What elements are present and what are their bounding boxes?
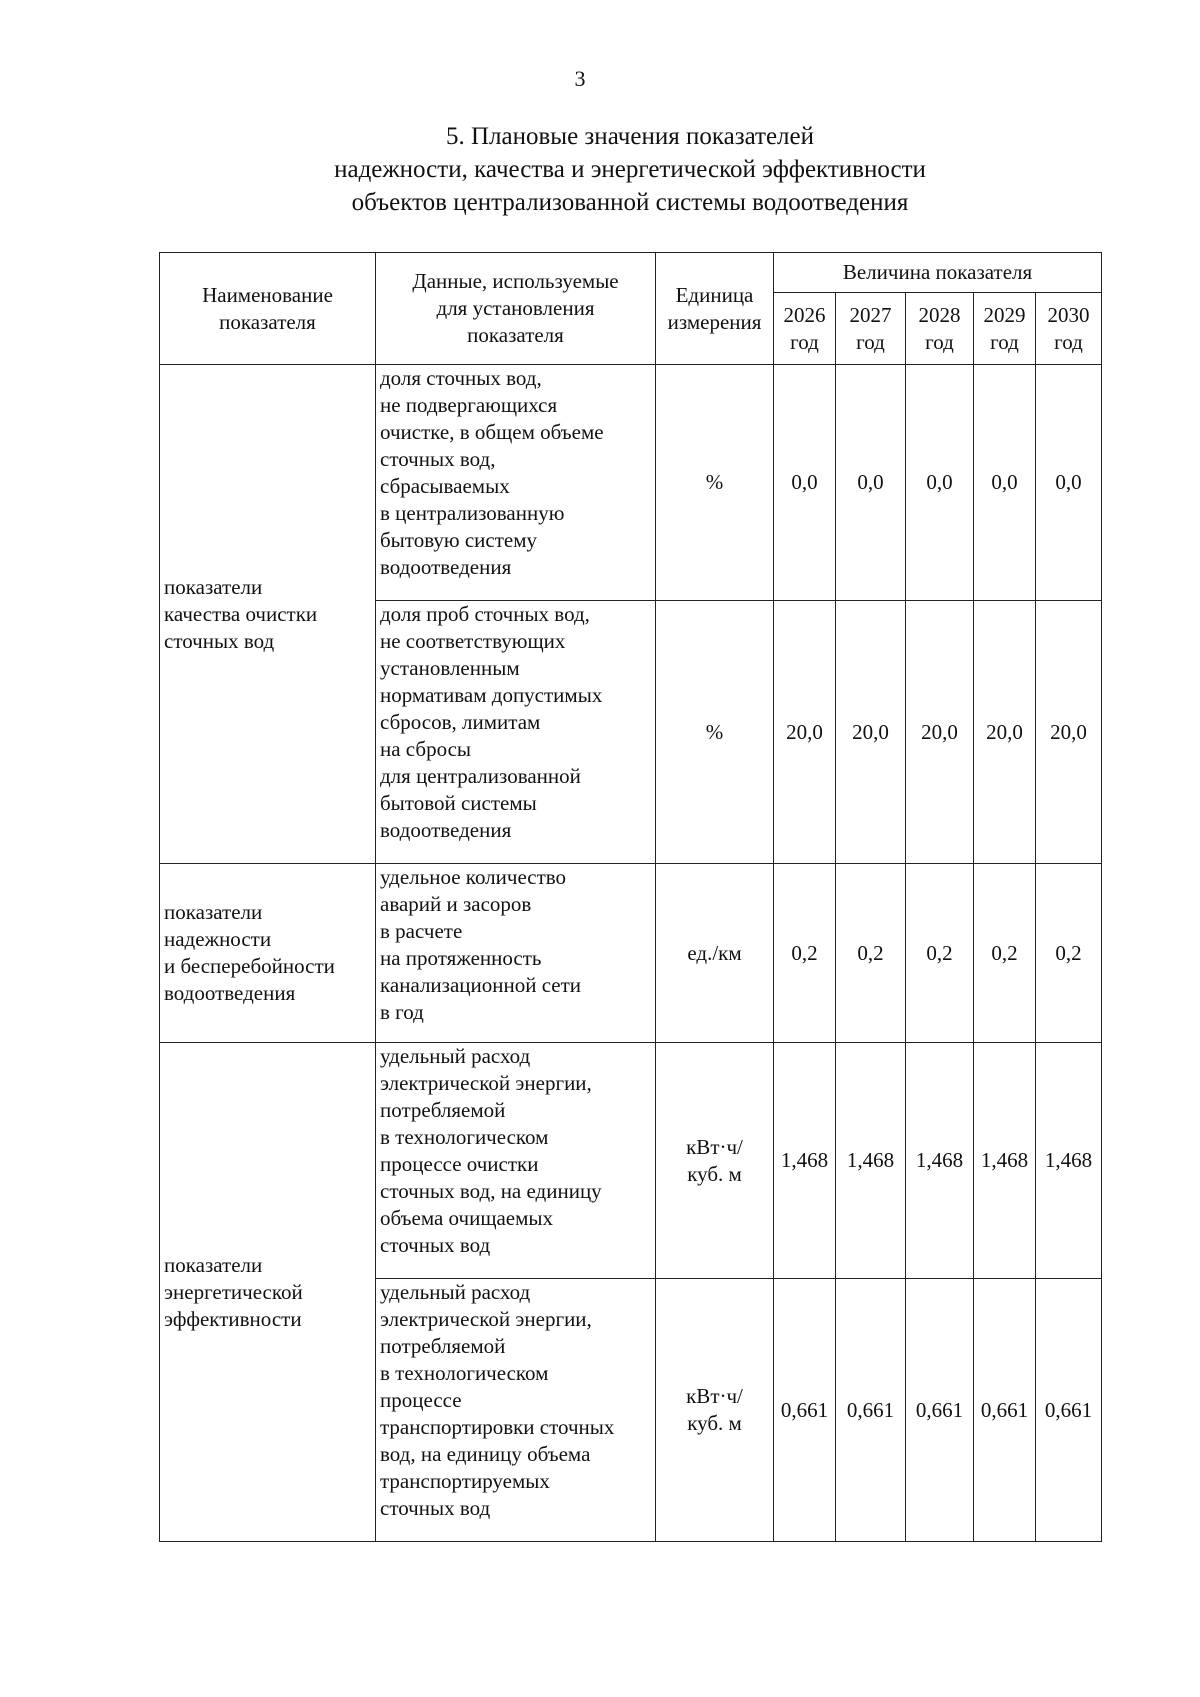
- unit-cell: кВт·ч/ куб. м: [656, 1043, 774, 1279]
- value-cell: 0,2: [774, 864, 836, 1043]
- value-cell: 0,661: [774, 1279, 836, 1542]
- header-year: 2028 год: [906, 293, 974, 365]
- unit-cell: %: [656, 601, 774, 864]
- value-cell: 20,0: [974, 601, 1036, 864]
- value-cell: 0,0: [906, 365, 974, 601]
- indicators-table: [159, 252, 1102, 1542]
- header-year: 2026 год: [774, 293, 836, 365]
- value-cell: 1,468: [774, 1043, 836, 1279]
- value-cell: 0,661: [906, 1279, 974, 1542]
- source-data-cell: удельный расход электрической энергии, потребляемой в технологическом процессе очистки сточных вод, на единицу объема очищаемых сточных вод: [376, 1043, 656, 1279]
- group-name-cell: показатели качества очистки сточных вод: [160, 365, 376, 864]
- page-number: 3: [574, 66, 586, 91]
- header-year: 2030 год: [1036, 293, 1102, 365]
- value-cell: 0,0: [1036, 365, 1102, 601]
- source-data-cell: удельный расход электрической энергии, потребляемой в технологическом процессе транспортировки сточных вод, на единицу объема транспортируемых сточных вод: [376, 1279, 656, 1542]
- group-name-cell: показатели надежности и бесперебойности водоотведения: [160, 864, 376, 1043]
- source-data-cell: удельное количество аварий и засоров в расчете на протяженность канализационной сети в год: [376, 864, 656, 1043]
- source-data-cell: доля проб сточных вод, не соответствующих установленным нормативам допустимых сбросов, лимитам на сбросы для централизованной бытовой системы водоотведения: [376, 601, 656, 864]
- table-row: [160, 1043, 1102, 1279]
- value-cell: 20,0: [1036, 601, 1102, 864]
- value-cell: 20,0: [836, 601, 906, 864]
- unit-cell: %: [656, 365, 774, 601]
- value-cell: 0,2: [906, 864, 974, 1043]
- title-line: надежности, качества и энергетической эффективности: [334, 156, 926, 183]
- value-cell: 20,0: [906, 601, 974, 864]
- value-cell: 0,0: [774, 365, 836, 601]
- unit-cell: ед./км: [656, 864, 774, 1043]
- value-cell: 1,468: [836, 1043, 906, 1279]
- header-unit: Единица измерения: [656, 253, 774, 365]
- value-cell: 20,0: [774, 601, 836, 864]
- document-title: [250, 120, 1010, 219]
- header-value-group: Величина показателя: [774, 253, 1102, 293]
- value-cell: 0,661: [836, 1279, 906, 1542]
- value-cell: 0,661: [974, 1279, 1036, 1542]
- value-cell: 0,2: [974, 864, 1036, 1043]
- table-row: [160, 864, 1102, 1043]
- value-cell: 1,468: [974, 1043, 1036, 1279]
- header-source-data: Данные, используемые для установления показателя: [376, 253, 656, 365]
- group-name-cell: показатели энергетической эффективности: [160, 1043, 376, 1542]
- value-cell: 0,2: [836, 864, 906, 1043]
- source-data-cell: доля сточных вод, не подвергающихся очистке, в общем объеме сточных вод, сбрасываемых в централизованную бытовую систему водоотведения: [376, 365, 656, 601]
- value-cell: 0,0: [974, 365, 1036, 601]
- value-cell: 1,468: [1036, 1043, 1102, 1279]
- header-year: 2029 год: [974, 293, 1036, 365]
- unit-cell: кВт·ч/ куб. м: [656, 1279, 774, 1542]
- title-line: 5. Плановые значения показателей: [445, 123, 815, 150]
- value-cell: 0,0: [836, 365, 906, 601]
- title-line: объектов централизованной системы водоотведения: [351, 189, 909, 216]
- value-cell: 0,2: [1036, 864, 1102, 1043]
- header-indicator-name: Наименование показателя: [160, 253, 376, 365]
- header-year: 2027 год: [836, 293, 906, 365]
- table-row: [160, 365, 1102, 601]
- value-cell: 1,468: [906, 1043, 974, 1279]
- value-cell: 0,661: [1036, 1279, 1102, 1542]
